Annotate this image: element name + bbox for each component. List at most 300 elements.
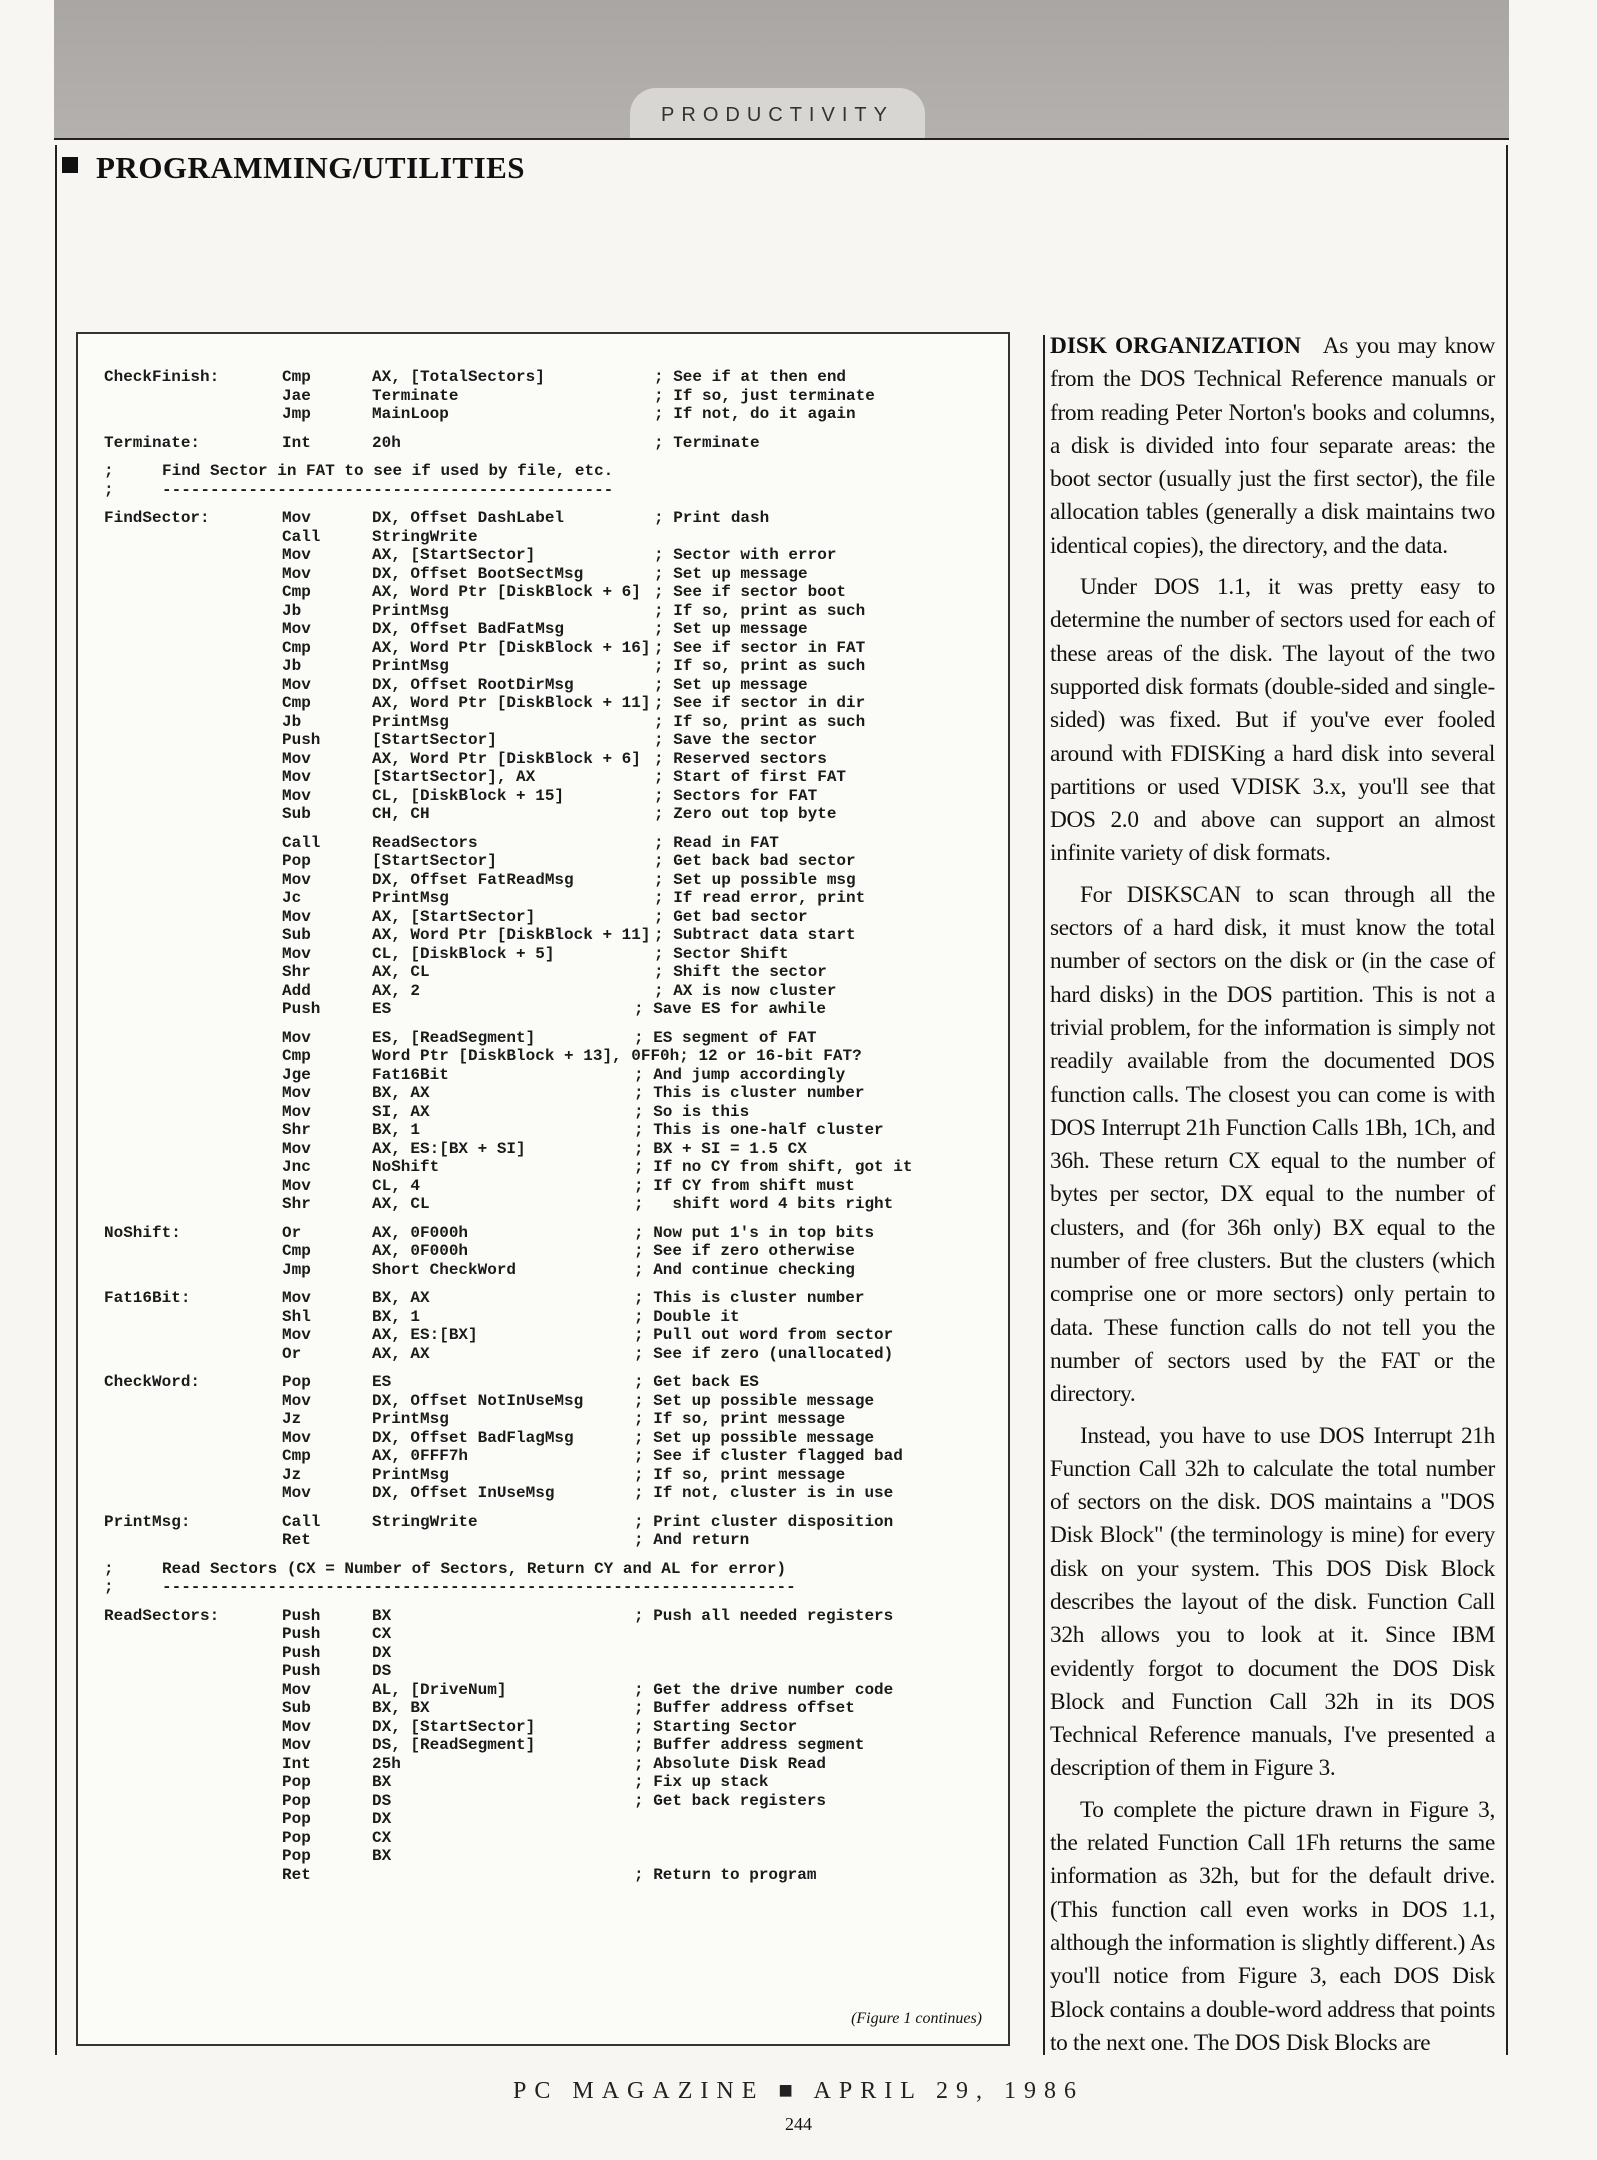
code-line xyxy=(104,602,994,621)
listing-spacer xyxy=(104,1279,994,1289)
code-label: Terminate: xyxy=(104,433,201,452)
code-line xyxy=(104,1810,994,1829)
code-line xyxy=(104,713,994,732)
code-opcode: Mov xyxy=(282,1717,311,1736)
code-opcode: Mov xyxy=(282,1680,311,1699)
listing-spacer xyxy=(104,1597,994,1607)
code-opcode: Mov xyxy=(282,786,311,805)
code-opcode: Cmp xyxy=(282,1447,311,1465)
code-opcode: Cmp xyxy=(282,1047,311,1065)
code-opcode: Mov xyxy=(282,944,311,963)
code-opcode: Mov xyxy=(282,1084,311,1102)
code-comment: ; Set up possible msg xyxy=(654,870,856,889)
code-comment: ; Save ES for awhile xyxy=(634,1000,827,1018)
code-line xyxy=(104,1681,994,1700)
code-line xyxy=(104,434,994,453)
code-label: ReadSectors: xyxy=(104,1606,220,1625)
code-opcode: Mov xyxy=(282,1289,311,1307)
code-opcode: Push xyxy=(282,1606,321,1625)
code-opcode: Jge xyxy=(282,1065,311,1084)
code-line xyxy=(104,565,994,584)
code-line xyxy=(104,1773,994,1792)
code-comment: ; See if sector in dir xyxy=(654,694,866,712)
listing-spacer xyxy=(104,1214,994,1224)
code-comment: ; This is cluster number xyxy=(634,1289,865,1307)
code-operand: CL, [DiskBlock + 15] xyxy=(372,786,565,805)
code-line xyxy=(104,834,994,853)
code-opcode: Mov xyxy=(282,1484,311,1502)
code-comment: ; See if zero (unallocated) xyxy=(634,1344,894,1363)
code-label: CheckWord: xyxy=(104,1373,201,1391)
code-operand: ES, [ReadSegment] xyxy=(372,1028,536,1047)
code-line xyxy=(104,1607,994,1626)
figure-continues-note: (Figure 1 continues) xyxy=(851,2010,982,2027)
code-comment: ; Buffer address segment xyxy=(634,1736,865,1754)
code-line xyxy=(104,1466,994,1485)
code-opcode: Mov xyxy=(282,768,311,786)
code-comment: ; Get back bad sector xyxy=(654,852,856,870)
code-line xyxy=(104,405,994,424)
code-comment: ; AX is now cluster xyxy=(654,981,837,1000)
page-number: 244 xyxy=(785,2114,812,2134)
code-comment: ; And continue checking xyxy=(634,1260,855,1279)
code-operand: BX, 1 xyxy=(372,1121,421,1139)
code-opcode: Jae xyxy=(282,386,311,405)
code-comment: ; If so, print message xyxy=(634,1410,846,1428)
code-line xyxy=(104,1373,994,1392)
code-opcode: Or xyxy=(282,1223,302,1242)
code-line xyxy=(104,1755,994,1774)
code-comment: ; Sector with error xyxy=(654,546,837,564)
code-comment: ; BX + SI = 1.5 CX xyxy=(634,1139,807,1158)
code-opcode: Or xyxy=(282,1344,302,1363)
code-line xyxy=(104,1699,994,1718)
code-operand: StringWrite xyxy=(372,527,478,546)
code-comment: ; If read error, print xyxy=(654,889,866,907)
code-operand: AX, ES:[BX] xyxy=(372,1326,478,1344)
listing-spacer xyxy=(104,1363,994,1373)
code-line xyxy=(104,982,994,1001)
code-operand: BX, BX xyxy=(372,1699,430,1717)
code-operand: Short CheckWord xyxy=(372,1260,517,1279)
code-opcode: Pop xyxy=(282,852,311,870)
code-opcode: Mov xyxy=(282,1028,311,1047)
code-comment: ; This is cluster number xyxy=(634,1084,865,1102)
code-operand: PrintMsg xyxy=(372,601,449,620)
code-line xyxy=(104,852,994,871)
code-opcode: Call xyxy=(282,527,321,546)
code-operand: AX, [TotalSectors] xyxy=(372,368,545,386)
code-opcode: Mov xyxy=(282,1139,311,1158)
code-line xyxy=(104,1140,994,1159)
right-rule xyxy=(1506,145,1508,2055)
code-line xyxy=(104,639,994,658)
code-comment: ; Double it xyxy=(634,1307,740,1326)
runin-heading: DISK ORGANIZATION xyxy=(1050,333,1301,359)
code-opcode: Ret xyxy=(282,1865,311,1884)
code-operand: ES xyxy=(372,1000,392,1018)
code-opcode: Mov xyxy=(282,870,311,889)
code-line xyxy=(104,1560,994,1579)
code-operand: AX, 0F000h xyxy=(372,1242,469,1260)
code-comment: ; Set up possible message xyxy=(634,1428,875,1447)
code-line xyxy=(104,1195,994,1214)
code-opcode: Push xyxy=(282,1643,321,1662)
code-line xyxy=(104,1103,994,1122)
code-opcode: Push xyxy=(282,1625,321,1643)
code-operand: PrintMsg xyxy=(372,1465,449,1484)
code-opcode: Mov xyxy=(282,620,311,638)
code-line xyxy=(104,1084,994,1103)
paragraph-text: As you may know from the DOS Technical Reference manuals or from reading Peter Norton's books and columns, a disk is divided into four separate areas: the boot sector (usually just the first sector), the file allocation tables (generally a disk maintains two identical copies), the directory, and the data. xyxy=(1050,333,1495,559)
code-operand: AX, AX xyxy=(372,1344,430,1363)
code-label: FindSector: xyxy=(104,509,210,527)
code-comment: ; Get back registers xyxy=(634,1791,827,1810)
code-line xyxy=(104,1047,994,1066)
code-comment: ; Set up possible message xyxy=(634,1391,875,1410)
code-opcode: Pop xyxy=(282,1373,311,1391)
code-operand: NoShift xyxy=(372,1158,440,1176)
code-operand: DX, Offset BadFlagMsg xyxy=(372,1428,574,1447)
code-comment: ; If so, print message xyxy=(634,1465,846,1484)
code-line xyxy=(104,908,994,927)
magazine-footer: PC MAGAZINE ■ APRIL 29, 1986 xyxy=(513,2078,1084,2104)
code-comment: ; Now put 1's in top bits xyxy=(634,1223,875,1242)
code-opcode: Pop xyxy=(282,1810,311,1828)
code-line xyxy=(104,387,994,406)
code-comment: ; See if cluster flagged bad xyxy=(634,1447,903,1465)
code-operand: DX xyxy=(372,1643,392,1662)
code-line xyxy=(104,926,994,945)
code-line xyxy=(104,750,994,769)
code-operand: ReadSectors xyxy=(372,833,478,852)
code-comment: ; And jump accordingly xyxy=(634,1065,846,1084)
code-line xyxy=(104,1847,994,1866)
code-opcode: Cmp xyxy=(282,583,311,601)
code-comment: ; See if at then end xyxy=(654,368,847,386)
code-line xyxy=(104,1345,994,1364)
code-comment: ; Start of first FAT xyxy=(654,768,847,786)
code-opcode: Jz xyxy=(282,1465,302,1484)
code-label: ; xyxy=(104,462,114,480)
code-opcode: Sub xyxy=(282,805,311,823)
code-line xyxy=(104,1484,994,1503)
code-line xyxy=(104,1326,994,1345)
code-operand: AX, 0F000h xyxy=(372,1223,469,1242)
code-opcode: Int xyxy=(282,1754,311,1773)
code-line xyxy=(104,657,994,676)
code-opcode: Jb xyxy=(282,601,302,620)
code-label: ; xyxy=(104,480,114,499)
code-comment-heading: Read Sectors (CX = Number of Sectors, Return CY and AL for error) xyxy=(162,1559,787,1578)
code-line xyxy=(104,694,994,713)
code-opcode: Jmp xyxy=(282,405,311,423)
code-line xyxy=(104,1531,994,1550)
code-comment: ; Set up message xyxy=(654,564,808,583)
code-operand: StringWrite xyxy=(372,1512,478,1531)
article-paragraph: Under DOS 1.1, it was pretty easy to determine the number of sectors used for each of these areas of the disk. The layout of the two supported disk formats (double-sided and single-sided) was fixed. But if you've ever fooled around with FDISKing a hard disk into several partitions or used VDISK 3.x, you'll see that DOS 2.0 and above can support an almost infinite variety of disk formats. xyxy=(1050,574,1495,867)
code-operand: CL, [DiskBlock + 5] xyxy=(372,944,555,963)
code-comment: ; See if zero otherwise xyxy=(634,1242,855,1260)
code-operand: DX, Offset InUseMsg xyxy=(372,1484,555,1502)
code-label: NoShift: xyxy=(104,1223,181,1242)
code-line xyxy=(104,1644,994,1663)
code-operand: CX xyxy=(372,1828,392,1847)
code-operand: Word Ptr [DiskBlock + 13], 0FF0h; 12 or 16-bit FAT? xyxy=(372,1047,862,1065)
code-line xyxy=(104,1158,994,1177)
code-label: PrintMsg: xyxy=(104,1512,191,1531)
code-opcode: Jz xyxy=(282,1410,302,1428)
code-line xyxy=(104,1662,994,1681)
code-operand: [StartSector], AX xyxy=(372,768,536,786)
code-opcode: Push xyxy=(282,731,321,749)
code-opcode: Jmp xyxy=(282,1260,311,1279)
code-comment: ; Terminate xyxy=(654,433,760,452)
code-line xyxy=(104,481,994,500)
section-label: PRODUCTIVITY xyxy=(630,88,925,138)
code-comment: ; If so, print as such xyxy=(654,601,866,620)
code-opcode: Int xyxy=(282,433,311,452)
code-opcode: Cmp xyxy=(282,638,311,657)
code-line xyxy=(104,1289,994,1308)
code-comment: ; Reserved sectors xyxy=(654,749,827,768)
code-opcode: Sub xyxy=(282,926,311,944)
code-line xyxy=(104,1066,994,1085)
code-label: CheckFinish: xyxy=(104,368,220,386)
code-line xyxy=(104,787,994,806)
code-comment: ; Buffer address offset xyxy=(634,1699,855,1717)
listing-spacer xyxy=(104,824,994,834)
code-comment: ; Print cluster disposition xyxy=(634,1512,894,1531)
code-operand: DX xyxy=(372,1810,392,1828)
code-operand: AX, CL xyxy=(372,963,430,981)
code-operand: BX xyxy=(372,1847,392,1865)
code-opcode: Mov xyxy=(282,1176,311,1195)
code-line xyxy=(104,620,994,639)
code-line xyxy=(104,1429,994,1448)
code-line xyxy=(104,963,994,982)
code-opcode: Pop xyxy=(282,1791,311,1810)
code-opcode: Mov xyxy=(282,1736,311,1754)
code-line xyxy=(104,1578,994,1597)
column-rule xyxy=(1043,335,1045,2055)
code-operand: DS, [ReadSegment] xyxy=(372,1736,536,1754)
code-comment-rule: ----------------------------------------------- xyxy=(162,480,614,499)
code-opcode: Push xyxy=(282,1000,321,1018)
code-opcode: Cmp xyxy=(282,694,311,712)
article-paragraph xyxy=(1050,330,1495,563)
code-comment: ; If no CY from shift, got it xyxy=(634,1158,913,1176)
code-comment: ; Set up message xyxy=(654,675,808,694)
code-opcode: Shl xyxy=(282,1307,311,1326)
code-opcode: Sub xyxy=(282,1699,311,1717)
code-comment: ; If so, print as such xyxy=(654,657,866,675)
category-text: PROGRAMMING/UTILITIES xyxy=(96,150,526,185)
article-paragraph: For DISKSCAN to scan through all the sectors of a hard disk, it must know the total number of sectors on the disk or (in the case of hard disks) in the DOS partition. This is not a trivial problem, for the information is simply not readily available from the documented DOS function calls. The closest you can come is with DOS Interrupt 21h Function Calls 1Bh, 1Ch, and 36h. These return CX equal to the number of bytes per sector, DX equal to the number of clusters, and (for 36h only) BX equal to the number of free clusters. But the clusters (which comprise one or more sectors) only pertain to data. These function calls do not tell you the number of sectors used by the FAT or the directory. xyxy=(1050,881,1495,1408)
code-opcode: Mov xyxy=(282,907,311,926)
code-line xyxy=(104,546,994,565)
code-comment: ; See if sector in FAT xyxy=(654,638,866,657)
code-comment: ; If not, cluster is in use xyxy=(634,1484,894,1502)
listing-spacer xyxy=(104,424,994,434)
code-opcode: Call xyxy=(282,1512,321,1531)
code-operand: PrintMsg xyxy=(372,657,449,675)
category-heading xyxy=(62,150,525,186)
code-operand: [StartSector] xyxy=(372,852,497,870)
code-operand: AX, [StartSector] xyxy=(372,546,536,564)
code-comment: ; shift word 4 bits right xyxy=(634,1195,894,1213)
code-line xyxy=(104,1224,994,1243)
code-operand: [StartSector] xyxy=(372,731,497,749)
code-operand: AX, ES:[BX + SI] xyxy=(372,1139,526,1158)
code-line xyxy=(104,1177,994,1196)
code-operand: DX, [StartSector] xyxy=(372,1717,536,1736)
code-comment: ; Read in FAT xyxy=(654,833,779,852)
listing-spacer xyxy=(104,452,994,462)
code-line xyxy=(104,871,994,890)
code-opcode: Ret xyxy=(282,1531,311,1549)
code-opcode: Mov xyxy=(282,546,311,564)
code-comment: ; So is this xyxy=(634,1102,750,1121)
code-comment: ; Sector Shift xyxy=(654,944,789,963)
code-comment: ; Push all needed registers xyxy=(634,1606,894,1625)
code-line xyxy=(104,1792,994,1811)
code-opcode: Jc xyxy=(282,889,302,907)
code-operand: DX, Offset FatReadMsg xyxy=(372,870,574,889)
code-opcode: Pop xyxy=(282,1847,311,1865)
code-listing-figure xyxy=(76,332,1010,2046)
code-opcode: Cmp xyxy=(282,1242,311,1260)
code-comment-rule: ------------------------------------------------------------------ xyxy=(162,1578,796,1596)
code-line xyxy=(104,528,994,547)
code-operand: DX, Offset NotInUseMsg xyxy=(372,1391,584,1410)
code-comment: ; ES segment of FAT xyxy=(634,1028,817,1047)
code-line xyxy=(104,462,994,481)
bullet-square-icon xyxy=(62,157,78,173)
code-opcode: Mov xyxy=(282,749,311,768)
listing-spacer xyxy=(104,499,994,509)
code-operand: AX, [StartSector] xyxy=(372,907,536,926)
code-operand: ES xyxy=(372,1373,392,1391)
code-line xyxy=(104,1308,994,1327)
code-line xyxy=(104,1513,994,1532)
code-line xyxy=(104,945,994,964)
code-operand: CL, 4 xyxy=(372,1176,421,1195)
code-opcode: Mov xyxy=(282,1102,311,1121)
code-line xyxy=(104,1736,994,1755)
code-line xyxy=(104,805,994,824)
code-line xyxy=(104,676,994,695)
code-operand: MainLoop xyxy=(372,405,449,423)
code-opcode: Add xyxy=(282,981,311,1000)
code-comment: ; Fix up stack xyxy=(634,1773,769,1791)
article-paragraph: To complete the picture drawn in Figure 3, the related Function Call 1Fh returns the same information as 32h, but for the default drive. (This function call even works in DOS 1.1, although the information is slightly different.) As you'll notice from Figure 3, each DOS Disk Block contains a double-word address that points to the next one. The DOS Disk Blocks are xyxy=(1050,1796,1495,2056)
code-comment: ; Sectors for FAT xyxy=(654,786,818,805)
code-operand: CX xyxy=(372,1625,392,1643)
code-operand: CH, CH xyxy=(372,805,430,823)
code-comment: ; Get the drive number code xyxy=(634,1680,894,1699)
code-opcode: Shr xyxy=(282,1121,311,1139)
code-line xyxy=(104,1392,994,1411)
code-comment: ; If so, print as such xyxy=(654,712,866,731)
code-operand: BX, AX xyxy=(372,1084,430,1102)
code-opcode: Mov xyxy=(282,675,311,694)
code-opcode: Push xyxy=(282,1662,321,1680)
code-opcode: Mov xyxy=(282,509,311,527)
code-operand: BX xyxy=(372,1773,392,1791)
code-operand: DS xyxy=(372,1662,392,1680)
code-line xyxy=(104,768,994,787)
code-operand: DX, Offset BootSectMsg xyxy=(372,564,584,583)
code-comment: ; And return xyxy=(634,1531,750,1549)
code-opcode: Pop xyxy=(282,1773,311,1791)
code-operand: PrintMsg xyxy=(372,889,449,907)
code-line xyxy=(104,889,994,908)
listing-spacer xyxy=(104,1019,994,1029)
code-label: ; xyxy=(104,1578,114,1596)
code-comment: ; This is one-half cluster xyxy=(634,1121,884,1139)
code-operand: 25h xyxy=(372,1754,401,1773)
code-operand: PrintMsg xyxy=(372,712,449,731)
code-opcode: Mov xyxy=(282,1428,311,1447)
code-line xyxy=(104,1829,994,1848)
code-line xyxy=(104,1410,994,1429)
code-operand: AX, CL xyxy=(372,1195,430,1213)
listing-spacer xyxy=(104,1550,994,1560)
code-comment: ; See if sector boot xyxy=(654,583,847,601)
code-opcode: Pop xyxy=(282,1828,311,1847)
code-operand: BX xyxy=(372,1606,392,1625)
code-operand: DS xyxy=(372,1791,392,1810)
code-comment: ; Get back ES xyxy=(634,1373,759,1391)
code-line xyxy=(104,1121,994,1140)
code-operand: DX, Offset RootDirMsg xyxy=(372,675,574,694)
code-comment: ; Zero out top byte xyxy=(654,805,837,823)
code-operand: AX, 0FFF7h xyxy=(372,1447,469,1465)
code-comment: ; Print dash xyxy=(654,509,770,527)
code-line xyxy=(104,1625,994,1644)
code-comment: ; Pull out word from sector xyxy=(634,1326,894,1344)
code-opcode: Mov xyxy=(282,1326,311,1344)
article-paragraph: Instead, you have to use DOS Interrupt 21h Function Call 32h to calculate the total number of sectors on the disk. DOS maintains a "DOS Disk Block" (the terminology is mine) for every disk on your system. This DOS Disk Block describes the layout of the disk. Function Call 32h allows you to look at it. Since IBM evidently forgot to document the DOS Disk Block and Function Call 32h in its DOS Technical Reference manuals, I've presented a description of them in Figure 3. xyxy=(1050,1422,1495,1782)
code-operand: AX, Word Ptr [DiskBlock + 6] xyxy=(372,583,641,601)
code-line xyxy=(104,1261,994,1280)
code-comment: ; If so, just terminate xyxy=(654,386,875,405)
header-rule xyxy=(54,138,1509,140)
code-opcode: Jnc xyxy=(282,1158,311,1176)
code-comment: ; Subtract data start xyxy=(654,926,856,944)
code-operand: BX, 1 xyxy=(372,1307,421,1326)
code-opcode: Shr xyxy=(282,963,311,981)
code-comment: ; Return to program xyxy=(634,1865,817,1884)
code-comment: ; Set up message xyxy=(654,620,808,638)
code-label: Fat16Bit: xyxy=(104,1289,191,1307)
article-column xyxy=(1050,330,1495,2068)
code-label: ; xyxy=(104,1559,114,1578)
code-comment: ; Get bad sector xyxy=(654,907,808,926)
code-operand: BX, AX xyxy=(372,1289,430,1307)
code-comment: ; Save the sector xyxy=(654,731,818,749)
code-operand: PrintMsg xyxy=(372,1410,449,1428)
code-operand: AX, Word Ptr [DiskBlock + 11] xyxy=(372,926,651,944)
code-operand: Terminate xyxy=(372,386,459,405)
left-rule xyxy=(55,145,57,2055)
code-operand: DX, Offset DashLabel xyxy=(372,509,565,527)
code-line xyxy=(104,1866,994,1885)
code-line xyxy=(104,1718,994,1737)
code-line xyxy=(104,509,994,528)
code-opcode: Cmp xyxy=(282,368,311,386)
